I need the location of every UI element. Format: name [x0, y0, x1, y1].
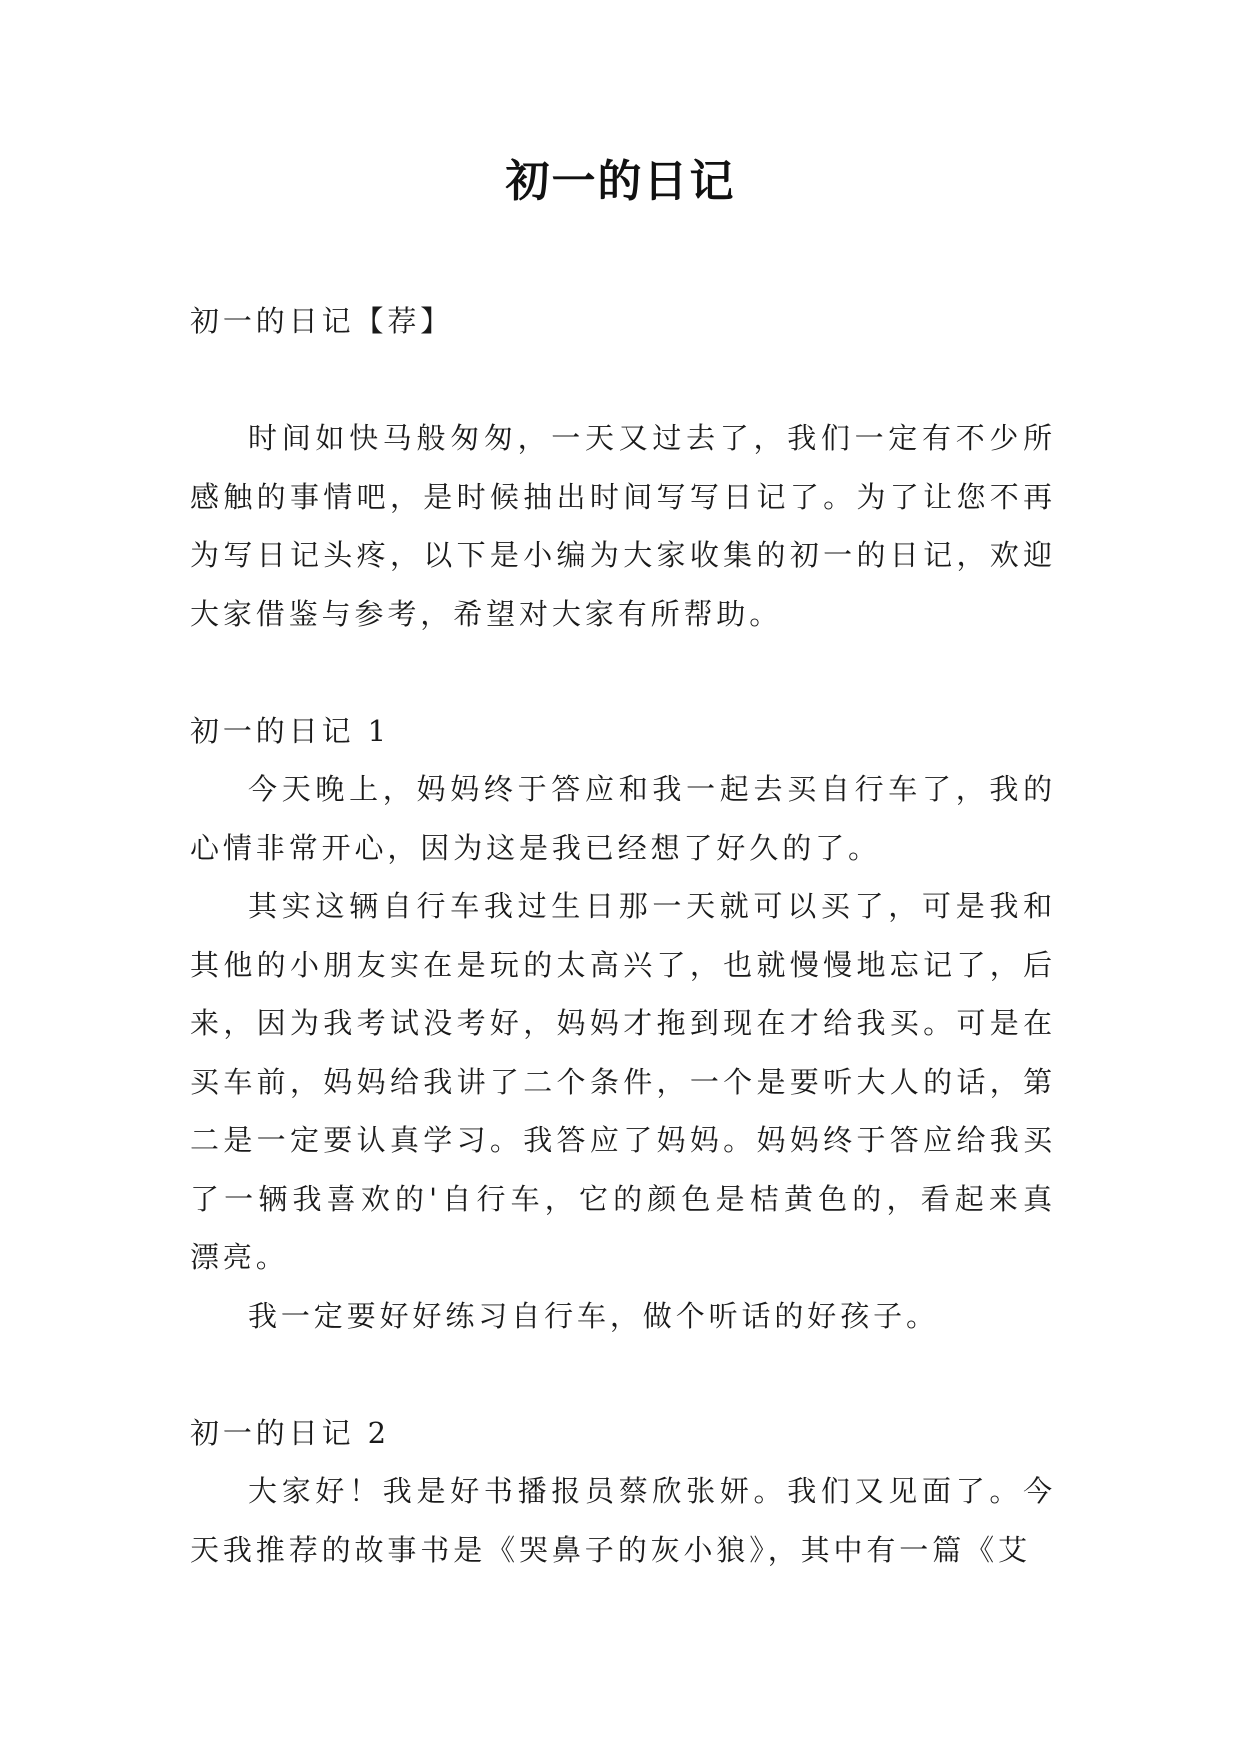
section-1-paragraph-2: 其实这辆自行车我过生日那一天就可以买了，可是我和其他的小朋友实在是玩的太高兴了，也就慢慢地忘记了，后来，因为我考试没考好，妈妈才拖到现在才给我买。可是在买车前，妈妈给我讲了二个条件，一个是要听大人的话，第二是一定要认真学习。我答应了妈妈。妈妈终于答应给我买了一辆我喜欢的'自行车，它的颜色是桔黄色的，看起来真漂亮。	[190, 889, 1056, 1274]
document-title: 初一的日记	[505, 156, 736, 207]
section-2-paragraph-1: 大家好！我是好书播报员蔡欣张妍。我们又见面了。今天我推荐的故事书是《哭鼻子的灰小狼》，其中有一篇《艾	[190, 1474, 1056, 1567]
section-1-paragraph-3: 我一定要好好练习自行车，做个听话的好孩子。	[248, 1298, 939, 1333]
section-1-paragraph-1: 今天晚上，妈妈终于答应和我一起去买自行车了，我的心情非常开心，因为这是我已经想了好久的了。	[190, 772, 1056, 865]
section-heading-1: 初一的日记 1	[190, 713, 390, 748]
section-heading-2: 初一的日记 2	[190, 1415, 390, 1450]
document-subtitle: 初一的日记【荐】	[190, 304, 454, 338]
document-body	[190, 292, 1056, 1579]
intro-paragraph: 时间如快马般匆匆，一天又过去了，我们一定有不少所感触的事情吧，是时候抽出时间写写日记了。为了让您不再为写日记头疼，以下是小编为大家收集的初一的日记，欢迎大家借鉴与参考，希望对大家有所帮助。	[190, 421, 1056, 631]
